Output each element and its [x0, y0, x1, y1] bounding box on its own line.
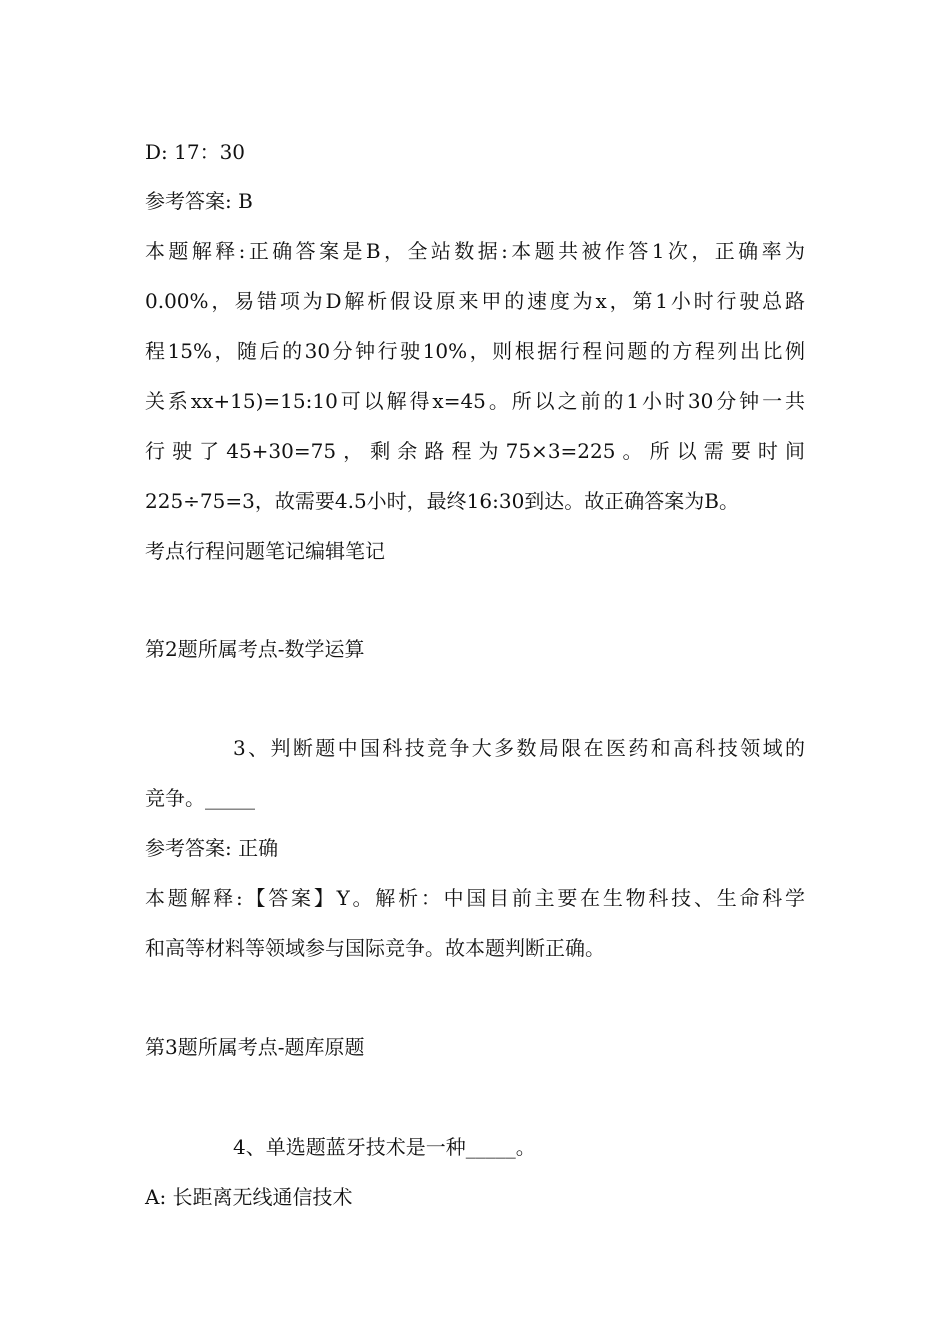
topic-label: 第3题所属考点-题库原题 [145, 1035, 365, 1059]
explanation-line: 本题解释:【答案】Y。解析：中国目前主要在生物科技、生命科学 [145, 886, 805, 910]
question-text: 竞争。_____ [145, 786, 255, 810]
option-d: D: 17：30 [145, 140, 246, 164]
option-a: A: 长距离无线通信技术 [145, 1185, 353, 1209]
explanation-line: 0.00%，易错项为D解析假设原来甲的速度为x，第1小时行驶总路 [145, 289, 805, 313]
question-text: 3、判断题中国科技竞争大多数局限在医药和高科技领域的 [233, 736, 805, 760]
explanation-line: 程15%，随后的30分钟行驶10%，则根据行程问题的方程列出比例 [145, 339, 805, 363]
explanation-line: 行驶了45+30=75，剩余路程为75×3=225。所以需要时间 [145, 439, 805, 463]
reference-answer: 参考答案: 正确 [145, 836, 279, 860]
question-text: 4、单选题蓝牙技术是一种_____。 [233, 1135, 536, 1159]
topic-label: 第2题所属考点-数学运算 [145, 637, 365, 661]
explanation-line: 考点行程问题笔记编辑笔记 [145, 539, 385, 563]
explanation-line: 225÷75=3，故需要4.5小时，最终16:30到达。故正确答案为B。 [145, 489, 740, 513]
reference-answer: 参考答案: B [145, 189, 253, 213]
explanation-line: 本题解释:正确答案是B，全站数据:本题共被作答1次，正确率为 [145, 239, 805, 263]
explanation-line: 和高等材料等领域参与国际竞争。故本题判断正确。 [145, 936, 605, 960]
explanation-line: 关系xx+15)=15:10可以解得x=45。所以之前的1小时30分钟一共 [145, 389, 805, 413]
